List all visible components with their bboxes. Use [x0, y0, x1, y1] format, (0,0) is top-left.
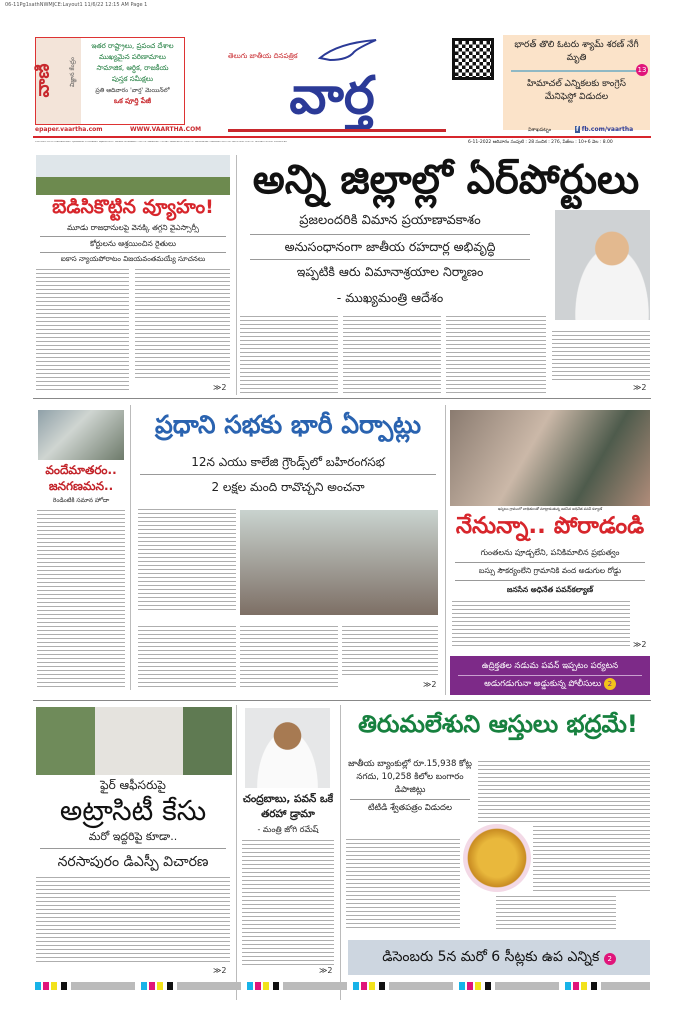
continued-marker[interactable]: ≫2	[633, 640, 647, 649]
pawan-sub1: గుంతలను పూడ్చలేని, పనికిమాలిన ప్రభుత్వం	[480, 548, 620, 557]
divider	[140, 474, 436, 475]
minister-story	[240, 792, 336, 965]
pm-sub1: 12న ఎయు కాలేజి గ్రౌండ్స్‌లో బహిరంగసభ	[191, 455, 385, 469]
fire-headline: అట్రాసిటీ కేసు	[59, 794, 207, 827]
pawan-body	[452, 600, 630, 646]
fire-body	[36, 876, 230, 965]
capital-sub2: కోర్టులను ఆశ్రయించిన రైతులు	[90, 239, 176, 248]
ttd-body-col	[346, 838, 460, 930]
logo-underline	[228, 129, 446, 132]
high-court-photo	[38, 410, 124, 460]
pawan-sub3: జనసేన అధినేత పవన్‌కల్యాణ్	[506, 585, 594, 594]
ttd-subheads	[345, 758, 475, 815]
left-ad-tagline: విజ్ఞాన కేంద్రం	[68, 57, 76, 87]
capital-sub1: మూడు రాజధానులపై వెనక్కి తగ్గని వైఎస్సార్సీ	[67, 223, 199, 232]
minister-headline: చంద్రబాబు, పవన్ ఒకే తరహా డ్రామా	[242, 793, 334, 820]
ttd-body-col	[496, 895, 616, 930]
purple-box-line1: ఉద్రిక్తతల నడుమ పవన్ ఇప్పటం పర్యటన	[481, 661, 619, 671]
color-registration-strip	[35, 982, 650, 990]
masthead-tagline: తెలుగు జాతీయ దినపత్రిక	[228, 52, 298, 60]
lead-body-col	[343, 315, 441, 393]
pawan-sub2: బస్సు సౌకర్యంలేని గ్రామానికి వంద అడుగుల రోడ్డు	[478, 566, 622, 575]
continued-marker[interactable]: ≫2	[213, 383, 227, 392]
publisher-line: PUBLISHED FROM VISAKHAPATNAM, VIJAYAWADA, HYDERABAD, RAJAHMUNDRY, KADAPA, NIZAMABAD, ONGOLE, WARANGAL, TIRUPATI, ANANTAPUR, KURNOOL, KARIMNAGAR, KHAMMAM, NELLORE, NALGONDA, GUNTUR, TADEPALLIGUDEM, SRIKAKULAM	[35, 141, 287, 143]
left-ad-line: ముఖ్యమైన పరిణామాలు	[99, 53, 166, 61]
dateline: 6-11-2022 ఆదివారం సంపుటి : 28 సంచిక : 276, పేజీలు : 10+6 వెల : 8.00	[468, 140, 613, 145]
page-badge: 2	[604, 953, 616, 965]
edition-label: విశాఖపట్నం	[528, 127, 552, 133]
apartments-photo	[36, 155, 230, 195]
fire-kicker: ఫైర్ ఆఫీసరుపై	[100, 778, 166, 792]
lead-sub4: - ముఖ్యమంత్రి ఆదేశం	[336, 290, 444, 305]
bypoll-text: డిసెంబరు 5న మరో 6 సీట్లకు ఉప ఎన్నిక	[382, 949, 600, 965]
fire-sub1: మరో ఇద్దరిపై కూడా..	[88, 830, 178, 843]
pm-headline: ప్రధాని సభకు భారీ ఏర్పాట్లు	[154, 410, 422, 439]
pawan-purple-box[interactable]	[450, 656, 650, 695]
purple-box-line2: అడుగడుగునా అడ్డుకున్న పోలీసులు	[484, 679, 602, 689]
promo-item-2: హిమాచల్ ఎన్నికలకు కాంగ్రెస్ మేనిఫెస్టో విడుదల	[527, 79, 626, 102]
divider	[250, 234, 530, 235]
pm-body-col	[138, 625, 236, 687]
continued-marker[interactable]: ≫2	[423, 680, 437, 689]
page-badge: 13	[637, 66, 647, 74]
print-slug: 06-11Pg1sathNWMJCE:Layout1 11/6/22 12:15 AM Page 1	[5, 2, 148, 8]
facebook-icon: f	[576, 126, 579, 133]
facebook-handle: fb.com/vaartha	[581, 126, 634, 133]
facebook-link[interactable]	[575, 126, 633, 133]
left-ad-line: పుస్తక సమీక్షలు	[111, 75, 154, 83]
lead-body-col	[552, 330, 650, 380]
ttd-headline: తిరుమలేశుని ఆస్తులు భద్రమే!	[358, 710, 638, 738]
ttd-sub1: జాతీయ బ్యాంకుల్లో రూ.15,938 కోట్ల నగదు, 10,258 కిలోల బంగారం డిపాజిట్లు	[348, 759, 472, 795]
ttd-body-col	[533, 825, 650, 893]
capital-body-col	[36, 268, 129, 393]
minister-byline: - మంత్రి జోగి రమేష్	[257, 825, 319, 834]
pawan-headline: నేనున్నా.. పోరాడండి	[455, 513, 645, 539]
vande-story	[34, 462, 128, 688]
pawan-caption: ఇప్పటం గ్రామంలో బాధితులతో మాట్లాడుతున్న జనసేన అధినేత పవన్ కళ్యాణ్	[497, 507, 603, 511]
left-ad-line: సామాజిక, ఆర్థిక, రాజకీయ	[96, 64, 169, 72]
dove-icon	[318, 38, 378, 63]
capital-body-col	[135, 268, 230, 378]
left-ad-line: ఇతర రాష్ట్రాలు, ప్రపంచ దేశాల	[91, 42, 174, 50]
page-badge: 2	[604, 678, 616, 690]
pm-body-col	[240, 625, 338, 687]
capital-headline: బెడిసికొట్టిన వ్యూహం!	[52, 196, 214, 218]
left-ad-line: ప్రతి ఆదివారం 'వార్త' మెయిన్‌లో	[95, 87, 170, 94]
pm-sub2: 2 లక్షల మంది రావొచ్చని అంచనా	[211, 480, 365, 494]
cm-photo	[555, 210, 650, 320]
masthead-rule	[33, 136, 651, 138]
lead-headline: అన్ని జిల్లాల్లో ఏర్‌పోర్టులు	[252, 157, 640, 203]
lead-body-col	[240, 315, 338, 393]
minister-photo	[245, 708, 330, 788]
divider	[40, 848, 226, 849]
column-divider	[445, 405, 446, 695]
continued-marker[interactable]: ≫2	[633, 383, 647, 392]
vande-body	[37, 509, 125, 688]
divider	[455, 580, 645, 581]
continued-marker[interactable]: ≫2	[213, 966, 227, 975]
lead-sub3: ఇప్పటికి ఆరు విమానాశ్రయాల నిర్మాణం	[296, 264, 484, 279]
ttd-body-col	[478, 760, 650, 822]
divider	[250, 259, 530, 260]
epaper-link[interactable]: epaper.vaartha.com	[35, 126, 103, 133]
temple-photo	[463, 824, 531, 892]
website-link[interactable]: WWW.VAARTHA.COM	[130, 126, 202, 133]
lead-sub2: అనుసంధానంగా జాతీయ రహదార్ల అభివృద్ధి	[284, 239, 496, 254]
divider	[350, 799, 470, 800]
column-divider	[340, 705, 341, 1000]
pm-venue-photo	[240, 510, 438, 615]
left-ad-brand: వాణి	[32, 63, 54, 98]
fire-sub2: నరసాపురం డిఎస్పీ విచారణ	[57, 854, 209, 870]
minister-body	[242, 839, 334, 965]
column-divider	[130, 405, 131, 690]
pm-body-col	[342, 625, 438, 677]
left-ad-line: ఒక పూర్తి పేజీ	[113, 97, 152, 105]
column-divider	[236, 155, 237, 395]
fire-story	[34, 777, 232, 965]
continued-marker[interactable]: ≫2	[319, 966, 333, 975]
lead-sub1: ప్రజలందరికి విమాన ప్రయాణావకాశం	[299, 213, 481, 228]
vande-headline: వందేమాతరం.. జనగణమన..	[45, 463, 117, 493]
section-divider	[33, 398, 651, 399]
qr-code[interactable]	[452, 38, 494, 80]
capital-sub3: ఐకాస న్యాయపోరాటం విజయవంతమయ్యే సూచనలు	[60, 255, 206, 263]
fire-office-photo	[36, 707, 232, 775]
divider	[40, 236, 226, 237]
ttd-sub2: టిటిడి శ్వేతపత్రం విడుదల	[367, 803, 453, 813]
promo-item-1: భారత్ తొలి ఓటరు శ్యామ్ శరణ్ నేగీ మృతి	[514, 40, 639, 63]
bypoll-box[interactable]	[348, 940, 650, 975]
lead-body-col	[446, 315, 546, 393]
left-ad-box[interactable]	[32, 37, 185, 125]
pawan-photo	[450, 410, 650, 506]
masthead-logo: వార్త	[289, 66, 375, 126]
divider	[40, 252, 226, 253]
column-divider	[236, 705, 237, 1000]
left-ad-logo	[32, 38, 81, 124]
vande-sub: రెండింటికి సమాన హోదా	[52, 497, 110, 504]
section-divider	[33, 700, 651, 701]
divider	[455, 562, 645, 563]
right-promo-box[interactable]	[503, 35, 650, 130]
pm-body-col	[138, 508, 236, 613]
